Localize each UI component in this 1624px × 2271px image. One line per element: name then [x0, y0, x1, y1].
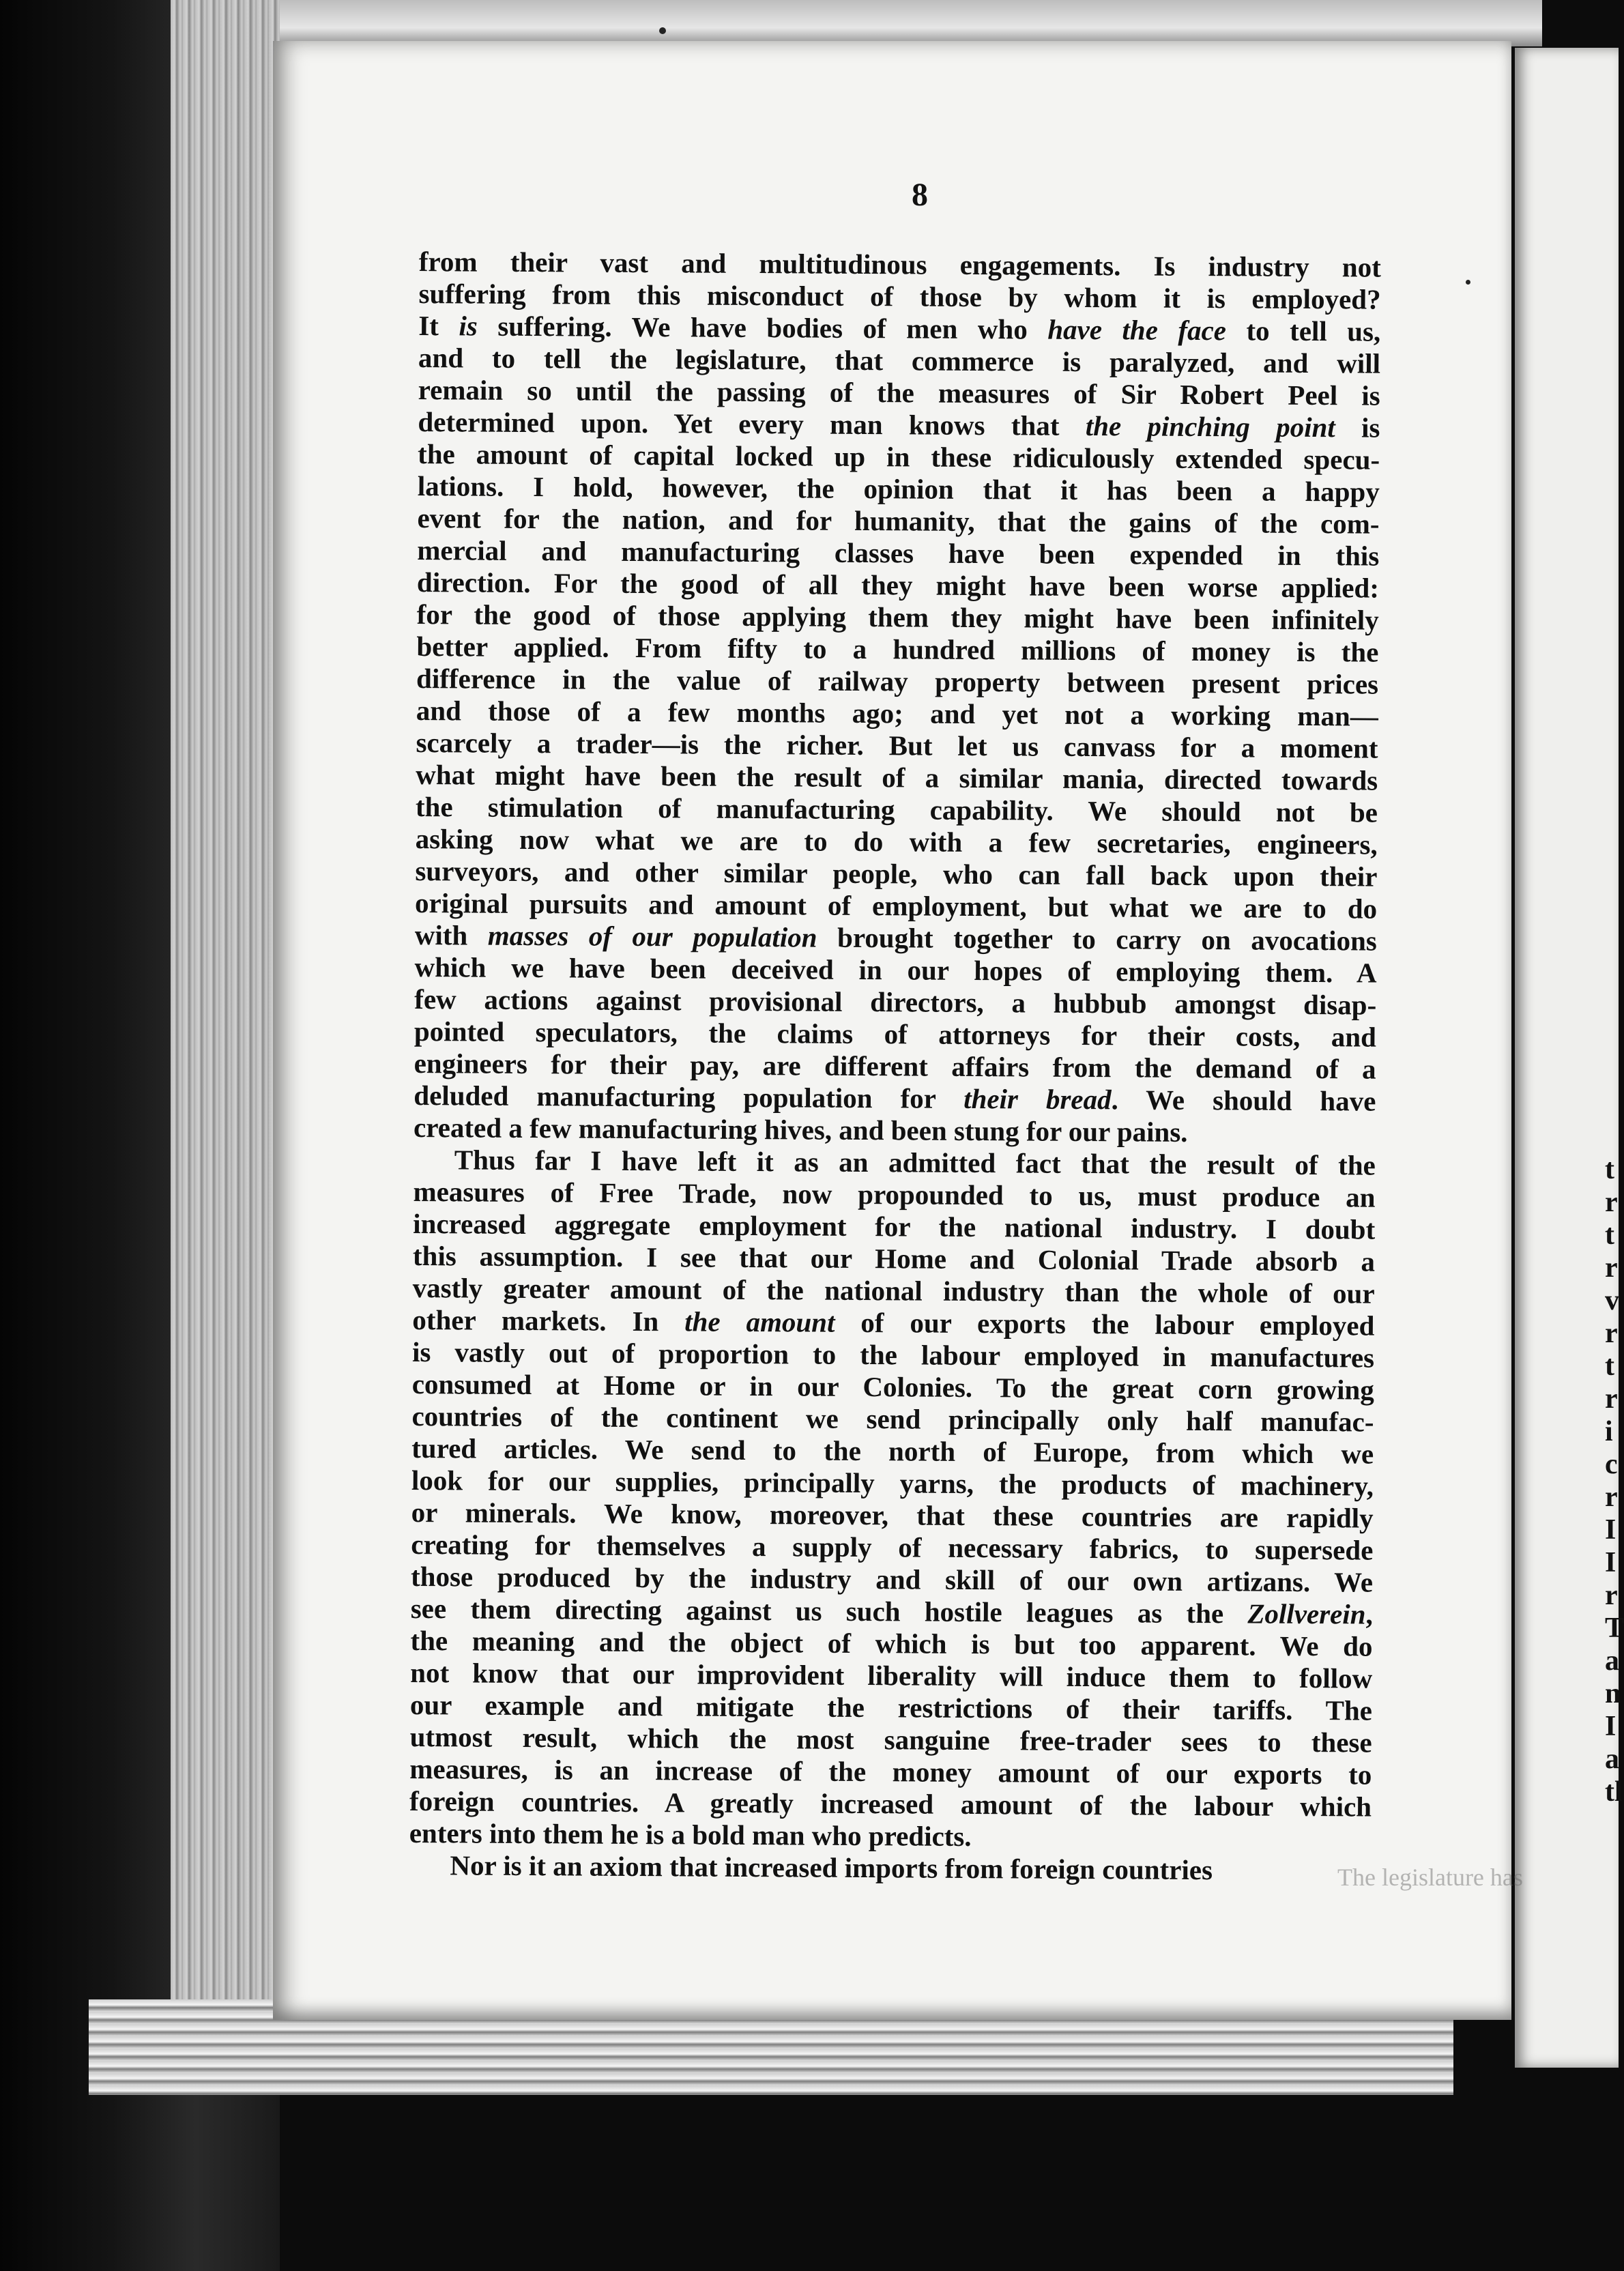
text-line: engineers for their pay, are different affairs from the demand of a — [414, 1047, 1376, 1085]
text-line: foreign countries. A greatly increased amount of the labour which — [409, 1784, 1372, 1823]
text-line: remain so until the passing of the measures of Sir Robert Peel is — [418, 373, 1380, 411]
text-line: those produced by the industry and skill of our own artizans. We — [410, 1560, 1374, 1598]
facing-page-fragment: r — [1605, 1383, 1618, 1415]
facing-page-fragment: t — [1605, 1154, 1614, 1185]
text-line: which we have been deceived in our hopes of employing them. A — [414, 951, 1377, 989]
text-line: surveyors, and other similar people, who can fall back upon their — [415, 854, 1378, 893]
text-line: suffering from this misconduct of those by whom it is employed? — [418, 277, 1381, 315]
text-line: few actions against provisional directors, a hubbub amongst disap- — [414, 983, 1377, 1021]
text-line: not know that our improvident liberality will induce them to follow — [410, 1656, 1373, 1694]
text-line: this assumption. I see that our Home and Colonial Trade absorb a — [412, 1239, 1376, 1277]
text-line: other markets. In the amount of our exports the labour employed — [412, 1303, 1375, 1342]
facing-page-fragment: I — [1605, 1547, 1616, 1578]
facing-page-fragment: I — [1605, 1514, 1616, 1546]
text-line: tured articles. We send to the north of Europe, from which we — [411, 1432, 1374, 1470]
text-line: vastly greater amount of the national industry than the whole of our — [412, 1271, 1375, 1310]
body-text — [409, 246, 1381, 1887]
facing-page-fragment: c — [1605, 1449, 1618, 1480]
top-page-edge — [280, 0, 1542, 46]
text-line: for the good of those applying them they might have been infinitely — [416, 598, 1379, 636]
text-line: what might have been the result of a similar mania, directed towards — [416, 758, 1378, 796]
text-line: utmost result, which the most sanguine free-trader sees to these — [409, 1720, 1372, 1759]
facing-page-fragment: t — [1605, 1219, 1614, 1251]
facing-page-fragment: n — [1605, 1678, 1621, 1709]
facing-page-fragment: i — [1605, 1416, 1613, 1447]
text-line: direction. For the good of all they might have been worse applied: — [416, 566, 1380, 604]
text-line: asking now what we are to do with a few secretaries, engineers, — [415, 822, 1378, 860]
bleed-through-text: The legislature has — [1337, 1864, 1523, 1891]
text-line: look for our supplies, principally yarns, the products of machinery, — [411, 1464, 1374, 1502]
text-line: is vastly out of proportion to the labour employed in manufactures — [411, 1335, 1375, 1374]
text-line: Thus far I have left it as an admitted fact that the result of the — [454, 1144, 1376, 1181]
facing-page-fragment: v — [1605, 1285, 1619, 1316]
facing-page-fragment: a — [1605, 1645, 1619, 1677]
text-line: event for the nation, and for humanity, that the gains of the com- — [417, 502, 1380, 540]
text-line: determined upon. Yet every man knows that the pinching point is — [418, 405, 1380, 444]
text-line: pointed speculators, the claims of attorneys for their costs, and — [414, 1015, 1377, 1053]
facing-page-fragment: r — [1605, 1187, 1618, 1218]
text-line: countries of the continent we send principally only half manufac- — [411, 1400, 1374, 1438]
text-line: the amount of capital locked up in these ridiculously extended specu- — [417, 437, 1380, 476]
text-line: the meaning and the object of which is but too apparent. We do — [410, 1624, 1373, 1662]
speck — [659, 27, 666, 34]
text-line: or minerals. We know, moreover, that these countries are rapidly — [411, 1496, 1374, 1534]
facing-page-fragment: r — [1605, 1318, 1618, 1349]
text-line: and those of a few months ago; and yet not a working man— — [416, 694, 1378, 732]
text-line: see them directing against us such hostile leagues as the Zollverein, — [410, 1592, 1373, 1630]
text-line: from their vast and multitudinous engagements. Is industry not — [418, 246, 1381, 283]
text-line: Nor is it an axiom that increased imports from foreign countries — [450, 1849, 1213, 1886]
text-line: consumed at Home or in our Colonies. To the great corn growing — [411, 1368, 1374, 1406]
facing-page — [1515, 48, 1624, 2068]
text-line: original pursuits and amount of employment, but what we are to do — [414, 886, 1378, 925]
text-line: measures, is an increase of the money amount of our exports to — [409, 1752, 1372, 1791]
text-line: creating for themselves a supply of necessary fabrics, to supersede — [411, 1528, 1374, 1566]
facing-page-fragment: r — [1605, 1481, 1618, 1513]
text-line: measures of Free Trade, now propounded to us, must produce an — [413, 1175, 1376, 1213]
page-edge-stack — [171, 0, 287, 2095]
text-line: the stimulation of manufacturing capability. We should not be — [415, 790, 1378, 828]
text-line: created a few manufacturing hives, and been stung for our pains. — [413, 1111, 1188, 1148]
text-line: scarcely a trader—is the richer. But let us canvass for a moment — [416, 726, 1378, 764]
text-line: difference in the value of railway property between present prices — [416, 662, 1379, 700]
text-line: mercial and manufacturing classes have been expended in this — [417, 534, 1380, 572]
facing-page-fragment: I — [1605, 1711, 1616, 1742]
text-line: lations. I hold, however, the opinion that it has been a happy — [417, 469, 1380, 508]
text-line: our example and mitigate the restrictions of their tariffs. The — [409, 1688, 1373, 1726]
speck — [1466, 280, 1470, 285]
text-line: It is suffering. We have bodies of men who have the face to tell us, — [418, 309, 1381, 347]
facing-page-fragment: t — [1605, 1350, 1614, 1382]
facing-page-fragment: T — [1605, 1612, 1624, 1644]
facing-page-text-fragments — [1605, 1153, 1624, 1808]
text-line: deluded manufacturing population for their bread. We should have — [414, 1079, 1376, 1117]
facing-page-fragment: a — [1605, 1744, 1619, 1775]
text-line: with masses of our population brought together to carry on avocations — [414, 918, 1377, 957]
text-line: and to tell the legislature, that commerce is paralyzed, and will — [418, 341, 1381, 379]
text-line: increased aggregate employment for the national industry. I doubt — [413, 1207, 1376, 1245]
text-line: better applied. From fifty to a hundred millions of money is the — [416, 630, 1379, 668]
facing-page-fragment: tl — [1605, 1776, 1623, 1808]
facing-page-fragment: r — [1605, 1580, 1618, 1611]
page-number: 8 — [912, 177, 928, 213]
text-line: enters into them he is a bold man who predicts. — [409, 1817, 972, 1852]
facing-page-fragment: r — [1605, 1252, 1618, 1284]
